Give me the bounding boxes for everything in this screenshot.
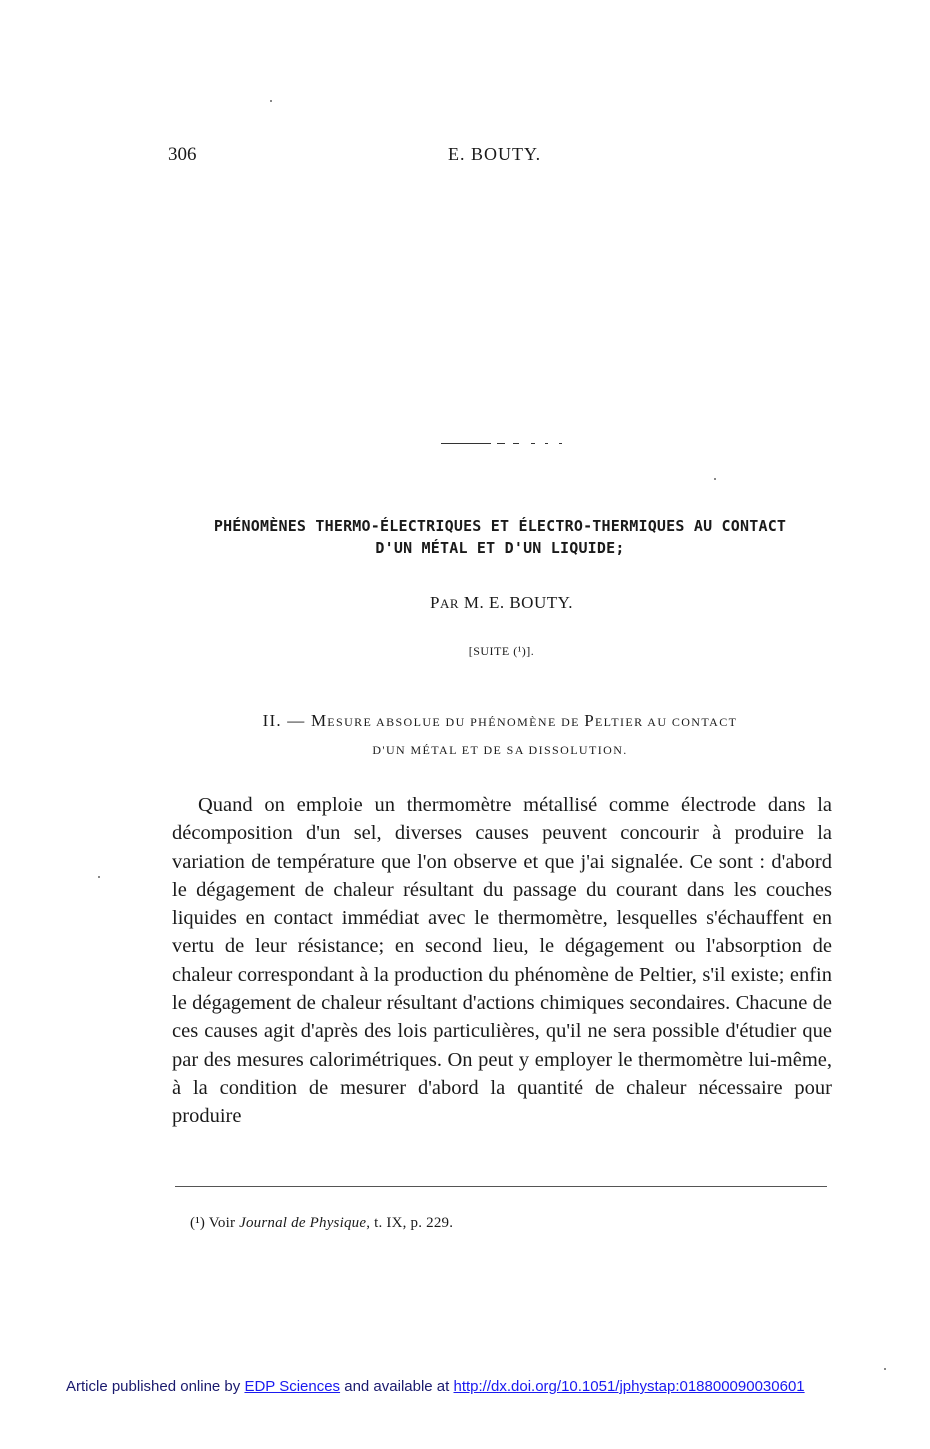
footnote-rule <box>175 1186 827 1187</box>
suite-note: [SUITE (¹)]. <box>468 644 535 658</box>
article-title <box>140 515 860 559</box>
section-heading-line2: D'UN MÉTAL ET DE SA DISSOLUTION. <box>372 743 628 757</box>
footnote-marker: (¹) <box>190 1215 206 1231</box>
scan-speck <box>884 1368 886 1370</box>
ornament-rule <box>441 443 563 445</box>
publisher-link[interactable]: EDP Sciences <box>244 1378 341 1395</box>
footnote-ref: , t. IX, p. 229. <box>366 1215 454 1231</box>
body-paragraph: Quand on emploie un thermomètre métallisé comme électrode dans la décomposition d'un sel, diverses causes peuvent concourir à produire la variation de température que l'on observe et que j'ai signalée. Ce sont : d'abord le dégagement de chaleur résultant du passage du courant dans les couches liquides en contact immédiat avec le thermomètre, lesquelles s'échauffent en vertu de leur résistance; en second lieu, le dégagement ou l'absorption de chaleur correspondant à la production du phénomène de Peltier, s'il existe; enfin le dégagement de chaleur résultant d'actions chimiques secondaires. Chacune de ces causes agit d'après des lois particulières, qu'il ne sera possible d'étudier que par des mesures calorimétriques. On peut y employer le thermomètre lui-même, à la condition de mesurer d'abord la quantité de chaleur nécessaire pour produire <box>172 794 832 1128</box>
section-heading <box>160 707 840 764</box>
publisher-prefix: Article published online by <box>66 1378 241 1395</box>
author-prefix-smallcaps: AR <box>440 596 460 611</box>
footnote-voir: Voir <box>208 1215 236 1231</box>
scan-speck <box>714 478 716 480</box>
author-line <box>0 593 930 613</box>
scan-speck <box>270 100 272 102</box>
article-title-line1: PHÉNOMÈNES THERMO-ÉLECTRIQUES ET ÉLECTRO-THERMIQUES AU CONTACT <box>213 517 787 535</box>
section-word-1-cap: M <box>310 711 328 730</box>
publisher-middle: and available at <box>344 1378 450 1395</box>
page-number: 306 <box>168 144 197 165</box>
section-word-2-cap: P <box>584 711 595 730</box>
scan-speck <box>98 876 100 878</box>
footnote-journal: Journal de Physique <box>239 1215 367 1231</box>
section-word-2-sc: ELTIER AU CONTACT <box>594 715 738 729</box>
running-head: E. BOUTY. <box>448 144 542 164</box>
section-word-1-sc: ESURE ABSOLUE DU PHÉNOMÈNE DE <box>327 715 585 729</box>
publisher-line <box>66 1378 805 1395</box>
section-numeral: II. — <box>262 711 306 730</box>
article-title-line2: D'UN MÉTAL ET D'UN LIQUIDE; <box>375 539 625 557</box>
section-heading-line1 <box>160 707 840 736</box>
author-prefix: P <box>430 593 441 612</box>
doi-link[interactable]: http://dx.doi.org/10.1051/jphystap:018800090030601 <box>453 1378 805 1395</box>
author-name: M. E. BOUTY. <box>463 593 573 612</box>
footnote <box>190 1215 453 1232</box>
